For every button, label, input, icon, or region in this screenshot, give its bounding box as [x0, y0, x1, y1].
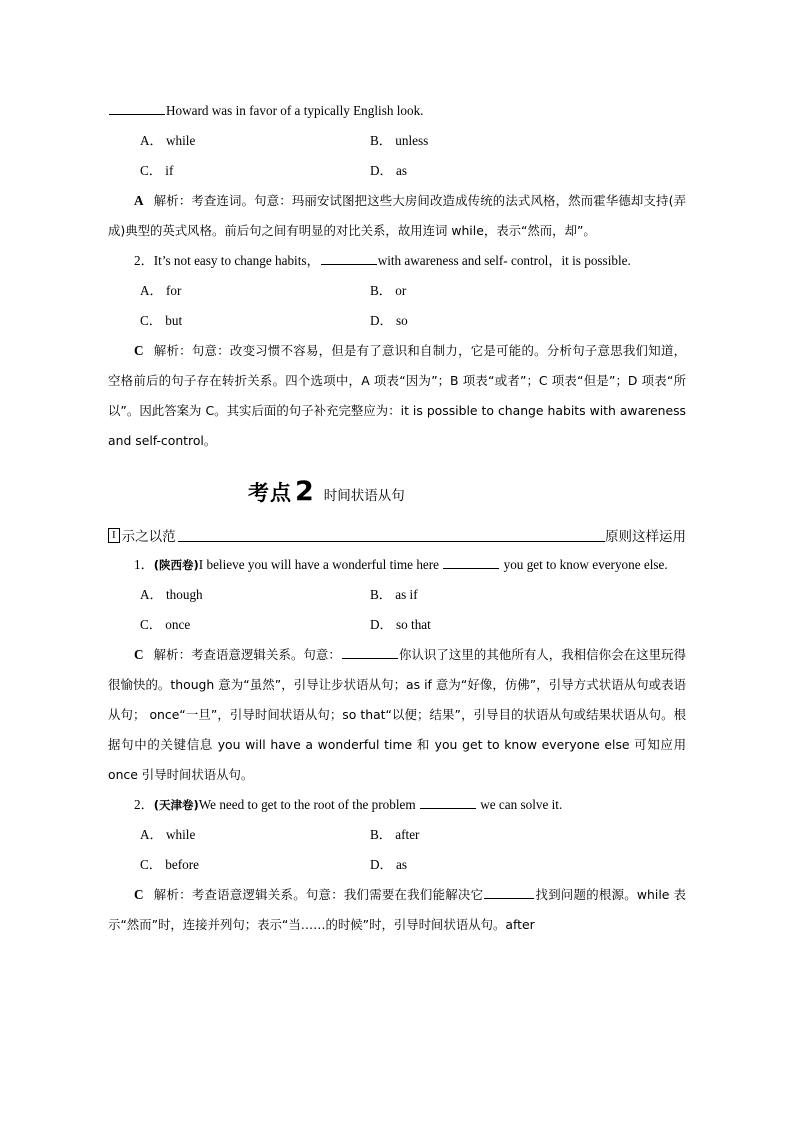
option-b[interactable]: B． after — [370, 827, 420, 842]
explanation-text-part2: 找到问题的根源。while 表示“然而”时，连接并列句；表示“当……的时候”时，引导时间状语从句。after — [108, 887, 687, 932]
question-2-stem-before: It’s not easy to change habits， — [153, 253, 320, 268]
question-2-options-row-2 — [108, 306, 686, 336]
option-d[interactable]: D． as — [370, 857, 407, 872]
section-question-2-options-row-2 — [108, 850, 686, 880]
top-question-explanation — [108, 186, 686, 246]
explanation-text: 句意：改变习惯不容易，但是有了意识和自制力，它是可能的。分析句子意思我们知道，空格前后的句子存在转折关系。四个选项中，A 项表“因为”；B 项表“或者”；C 项表“但是”；D 项表“所以”。因此答案为 C。其实后面的句子补充完整应为：it is possible to change habits with awareness and self-control。 — [108, 343, 687, 448]
banner-right-text: 原则这样运用 — [605, 529, 686, 545]
section-heading-subtitle: 时间状语从句 — [323, 488, 405, 504]
option-c[interactable]: C． if — [140, 163, 174, 178]
explanation-text-part1: 考查语意逻辑关系。句意： — [191, 647, 341, 662]
section-question-1-options-row-1 — [108, 580, 686, 610]
question-2-explanation — [108, 336, 686, 456]
top-question-stem-text: Howard was in favor of a typically English look. — [166, 103, 424, 118]
top-question-options-row-2 — [108, 156, 686, 186]
question-stem-before: I believe you will have a wonderful time here — [198, 557, 443, 572]
question-stem-after: we can solve it. — [476, 797, 563, 812]
top-question-options-row-1 — [108, 126, 686, 156]
explanation-label: 解析： — [153, 193, 192, 208]
question-number: 1． — [134, 557, 154, 572]
option-d[interactable]: D． so that — [370, 617, 431, 632]
question-stem-before: We need to get to the root of the problem — [198, 797, 419, 812]
question-number: 2． — [134, 797, 154, 812]
question-stem-after: you get to know everyone else. — [500, 557, 668, 572]
answer-letter: C — [134, 647, 144, 662]
option-c[interactable]: C． once — [140, 617, 191, 632]
banner-left-text: 示之以范 — [121, 529, 176, 545]
section-heading — [108, 472, 686, 516]
banner-marker-icon: I — [108, 528, 120, 543]
option-c[interactable]: C． before — [140, 857, 199, 872]
explanation-label: 解析： — [153, 887, 192, 902]
section-question-1-stem — [108, 550, 686, 580]
explanation-label: 解析： — [153, 647, 192, 662]
option-b[interactable]: B． unless — [370, 133, 429, 148]
question-2-number: 2． — [134, 253, 154, 268]
page-content — [108, 96, 686, 940]
explanation-text-part1: 考查语意逻辑关系。句意：我们需要在我们能解决它 — [191, 887, 484, 902]
option-d[interactable]: D． as — [370, 163, 407, 178]
option-b[interactable]: B． or — [370, 283, 407, 298]
fill-in-blank[interactable] — [321, 252, 377, 265]
answer-letter: A — [134, 193, 144, 208]
option-c[interactable]: C． but — [140, 313, 183, 328]
answer-letter: C — [134, 887, 144, 902]
explanation-text-part2: 你认识了这里的其他所有人，我相信你会在这里玩得很愉快的。though 意为“虽然”，引导让步状语从句；as if 意为“好像，仿佛”，引导方式状语从句或表语从句； once“一旦”，引导时间状语从句；so that“以便；结果”，引导目的状语从句或结果状语从句。根据句中的关键信息 you will have a wonderful time 和 you get to know everyone else 可知应用 once 引导时间状语从句。 — [108, 647, 687, 782]
fill-in-blank[interactable] — [109, 102, 165, 115]
fill-in-blank[interactable] — [484, 886, 534, 899]
question-2-stem — [108, 246, 686, 276]
section-question-1-explanation — [108, 640, 686, 790]
question-2-options-row-1 — [108, 276, 686, 306]
section-question-2-stem — [108, 790, 686, 820]
option-b[interactable]: B． as if — [370, 587, 418, 602]
option-a[interactable]: A． for — [140, 283, 182, 298]
fill-in-blank[interactable] — [342, 646, 398, 659]
province-tag: (天津卷) — [153, 798, 199, 812]
question-2-stem-after: with awareness and self- control，it is possible. — [377, 253, 631, 268]
banner — [108, 520, 686, 546]
explanation-label: 解析： — [153, 343, 192, 358]
explanation-text: 考查连词。句意：玛丽安试图把这些大房间改造成传统的法式风格，然而霍华德却支持(弄成)典型的英式风格。前后句之间有明显的对比关系，故用连词 while，表示“然而，却”。 — [108, 193, 686, 238]
answer-letter: C — [134, 343, 144, 358]
section-question-2-options-row-1 — [108, 820, 686, 850]
banner-divider — [178, 540, 605, 542]
option-a[interactable]: A． while — [140, 133, 196, 148]
fill-in-blank[interactable] — [420, 796, 476, 809]
section-heading-number: 2 — [295, 476, 314, 507]
section-question-2-explanation — [108, 880, 686, 940]
option-a[interactable]: A． though — [140, 587, 203, 602]
option-d[interactable]: D． so — [370, 313, 408, 328]
top-question-stem — [108, 96, 686, 126]
section-question-1-options-row-2 — [108, 610, 686, 640]
province-tag: (陕西卷) — [153, 558, 199, 572]
fill-in-blank[interactable] — [443, 556, 499, 569]
section-heading-label: 考点 — [248, 481, 292, 505]
option-a[interactable]: A． while — [140, 827, 196, 842]
